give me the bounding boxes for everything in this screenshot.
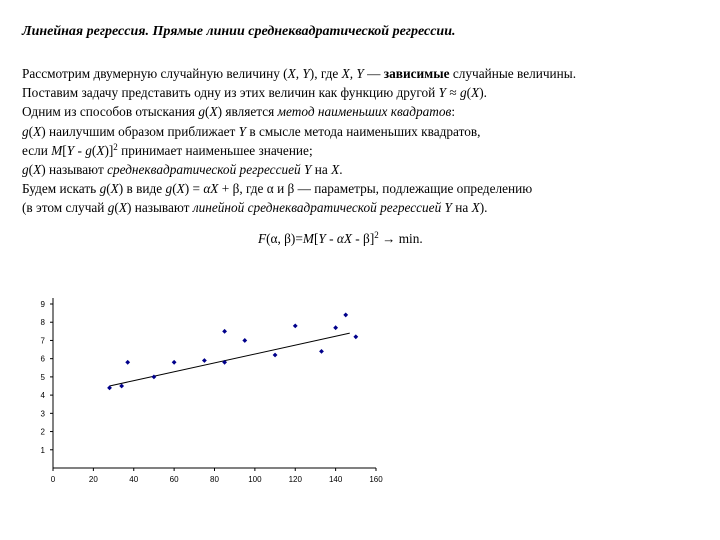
var-span: g xyxy=(85,142,92,158)
data-point xyxy=(353,334,358,339)
var-span: X xyxy=(33,123,42,139)
var-span: αX xyxy=(336,231,352,246)
var-span: Y xyxy=(438,85,447,101)
x-tick-label: 0 xyxy=(50,475,56,484)
var-span: g xyxy=(198,104,206,120)
scatter-chart xyxy=(26,290,396,500)
data-point xyxy=(202,358,207,363)
text-span: ) называют xyxy=(41,162,108,178)
var-span: g xyxy=(22,123,29,139)
text-span: случайные величины. xyxy=(449,66,577,81)
var-span: X, Y xyxy=(341,66,364,81)
var-span: g xyxy=(22,162,29,178)
text-span: → min. xyxy=(378,231,423,246)
text-span: ) = xyxy=(184,181,204,197)
text-span: [ xyxy=(62,142,67,158)
text-span: ) в виде xyxy=(118,181,166,197)
text-span: принимает наименьшее значение; xyxy=(117,142,313,158)
exponent: 2 xyxy=(113,141,118,152)
text-span: - β] xyxy=(351,231,375,246)
y-tick-label: 5 xyxy=(40,372,45,382)
text-span: )] xyxy=(104,142,114,158)
var-span: X xyxy=(471,85,480,101)
regression-line xyxy=(110,333,350,386)
text-span: . xyxy=(339,162,343,178)
x-tick-label: 20 xyxy=(88,475,98,484)
y-tick-label: 7 xyxy=(40,336,45,346)
italic-term: линейной среднеквадратической регрессией Y xyxy=(192,200,452,216)
text-span: в смысле метода наименьших квадратов, xyxy=(246,123,481,139)
var-span: g xyxy=(165,181,173,197)
text-span: ), где xyxy=(309,66,342,81)
var-span: X xyxy=(118,200,127,216)
text-span: ) является xyxy=(217,104,278,120)
data-point xyxy=(222,329,227,334)
text-span: - xyxy=(325,231,337,246)
text-span: ≈ xyxy=(446,85,460,101)
x-tick-label: 80 xyxy=(210,475,219,484)
text-line-1 xyxy=(22,64,712,83)
text-span: - xyxy=(74,142,86,158)
text-span: ( xyxy=(114,200,119,216)
data-point xyxy=(343,313,348,318)
x-tick-label: 140 xyxy=(328,475,343,484)
text-span: (в этом случай xyxy=(22,200,108,216)
text-line-7 xyxy=(22,179,712,198)
data-point xyxy=(319,349,324,354)
text-span: ). xyxy=(479,200,488,216)
text-span: на xyxy=(311,162,332,178)
text-span: : xyxy=(451,104,456,120)
text-span: ( xyxy=(91,142,97,158)
data-point xyxy=(242,338,247,343)
text-span: ( xyxy=(28,123,34,139)
text-span: [ xyxy=(313,231,319,246)
slide-title: Линейная регрессия. Прямые линии среднеквадратической регрессии. xyxy=(22,24,456,39)
var-span: X xyxy=(33,162,42,178)
objective-formula xyxy=(258,231,423,247)
var-span: X xyxy=(471,200,480,216)
var-span: X xyxy=(176,181,185,197)
text-span: — xyxy=(363,66,384,81)
text-span: (α, β)= xyxy=(266,231,303,246)
data-point xyxy=(152,374,157,379)
body-text xyxy=(22,64,712,218)
y-tick-label: 9 xyxy=(40,300,45,309)
var-span: Y xyxy=(318,231,326,246)
var-span: F xyxy=(258,231,267,246)
exponent: 2 xyxy=(374,230,379,240)
y-tick-label: 3 xyxy=(40,409,45,419)
y-tick-label: 2 xyxy=(40,427,45,437)
var-span: g xyxy=(459,85,467,101)
data-point xyxy=(273,353,278,358)
text-span: ( xyxy=(172,181,177,197)
text-span: Одним из способов отыскания xyxy=(22,104,199,120)
text-span: ( xyxy=(106,181,111,197)
text-line-6 xyxy=(22,160,712,179)
text-span: Рассмотрим двумерную случайную величину ( xyxy=(22,66,288,81)
italic-term: среднеквадратической регрессией Y xyxy=(107,162,312,178)
var-span: M xyxy=(51,142,63,158)
x-tick-label: 120 xyxy=(288,475,302,484)
text-span: ( xyxy=(466,85,472,101)
data-point xyxy=(172,360,177,365)
data-point xyxy=(333,325,338,330)
y-tick-label: 4 xyxy=(40,391,45,401)
text-span: ) наилучшим образом приближает xyxy=(41,123,239,139)
var-span: X xyxy=(209,104,218,120)
text-span: если xyxy=(22,142,52,158)
var-span: X xyxy=(96,142,105,158)
var-span: g xyxy=(107,200,115,216)
var-span: g xyxy=(99,181,107,197)
text-line-3 xyxy=(22,102,712,121)
text-line-8 xyxy=(22,198,712,217)
var-span: Y xyxy=(66,142,75,158)
x-tick-label: 100 xyxy=(248,475,262,484)
y-tick-label: 1 xyxy=(40,445,45,455)
text-span: + β, где α и β — параметры, подлежащие определению xyxy=(218,181,533,197)
italic-term: метод наименьших квадратов xyxy=(277,104,452,120)
data-point xyxy=(293,323,298,328)
var-span: Y xyxy=(238,123,247,139)
y-tick-label: 6 xyxy=(40,354,45,364)
text-span: ) называют xyxy=(126,200,193,216)
text-span: Будем искать xyxy=(22,181,100,197)
bold-term: зависимые xyxy=(383,66,450,81)
text-span: Поставим задачу представить одну из этих величин как функцию другой xyxy=(22,85,439,101)
var-span: X xyxy=(110,181,119,197)
x-tick-label: 60 xyxy=(169,475,179,484)
text-span: ( xyxy=(28,162,34,178)
var-span: X, Y xyxy=(287,66,310,81)
text-span: ( xyxy=(205,104,210,120)
y-tick-label: 8 xyxy=(40,318,45,328)
text-line-2 xyxy=(22,83,712,102)
text-line-5 xyxy=(22,141,712,160)
data-point xyxy=(125,360,130,365)
data-point xyxy=(119,384,124,389)
x-tick-label: 40 xyxy=(129,475,139,484)
text-span: ). xyxy=(479,85,487,101)
var-span: X xyxy=(331,162,340,178)
var-span: M xyxy=(302,231,314,246)
text-span: на xyxy=(451,200,472,216)
var-span: αX xyxy=(203,181,219,197)
x-tick-label: 160 xyxy=(369,475,383,484)
text-line-4 xyxy=(22,122,712,141)
